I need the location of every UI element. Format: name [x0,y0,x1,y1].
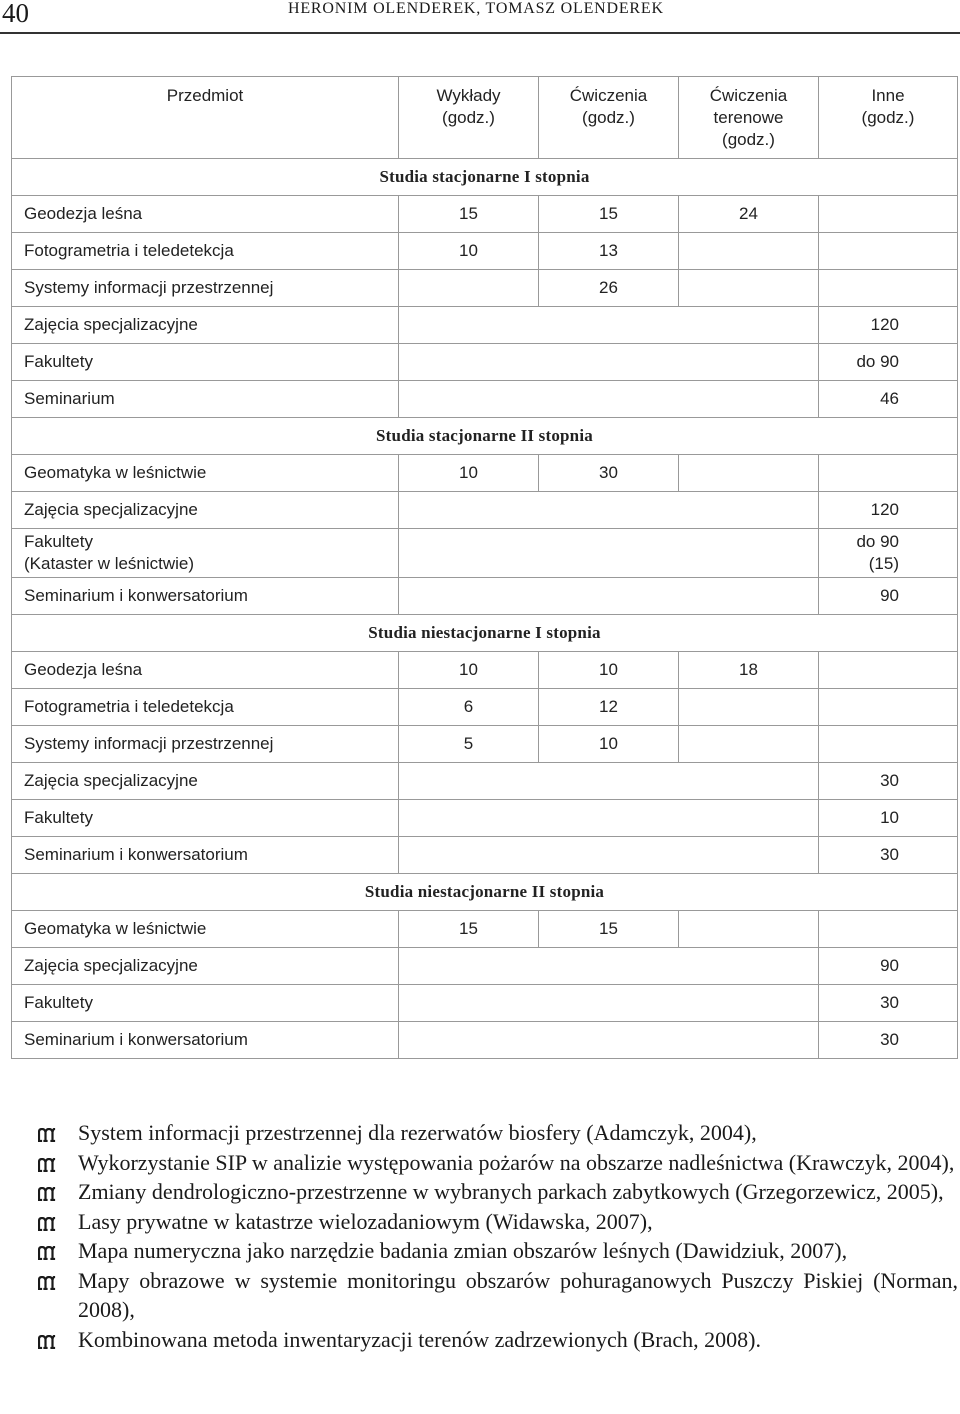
other-cell: 90 [819,948,958,985]
page-number: 40 [2,0,29,28]
other-cell: 10 [819,800,958,837]
section-header-row [12,615,958,652]
other-cell [819,689,958,726]
list-item-text: Mapa numeryczna jako narzędzie badania zmian obszarów leśnych (Dawidziuk, 2007), [78,1238,848,1263]
exercises-cell: 26 [539,270,679,307]
exercises-cell: 10 [539,726,679,763]
subject-cell: Seminarium i konwersatorium [12,837,399,874]
list-item [38,1236,958,1266]
table-row [12,800,958,837]
bullet-icon [38,1177,60,1206]
subject-cell: Fakultety [12,800,399,837]
list-item [38,1207,958,1237]
header-rule [0,32,960,34]
empty-cell [679,726,819,763]
list-item [38,1148,958,1178]
empty-cell [399,837,819,874]
list-item [38,1325,958,1355]
bullet-icon [38,1118,60,1147]
table-row [12,381,958,418]
bullet-icon [38,1207,60,1236]
subject-cell: Geomatyka w leśnictwie [12,455,399,492]
table-row [12,948,958,985]
table-row [12,911,958,948]
table-row [12,652,958,689]
topic-list [38,1118,958,1354]
subject-cell: Fotogrametria i teledetekcja [12,233,399,270]
other-cell: do 90 [819,344,958,381]
section-title: Studia niestacjonarne II stopnia [12,874,958,911]
table-row [12,196,958,233]
table-row [12,689,958,726]
col-header-field-exercises: Ćwiczenia terenowe (godz.) [679,77,819,159]
page-header [0,0,960,36]
table-header-row [12,77,958,159]
subject-cell: Zajęcia specjalizacyjne [12,763,399,800]
empty-cell [399,1022,819,1059]
section-title: Studia stacjonarne I stopnia [12,159,958,196]
other-cell: 30 [819,837,958,874]
lectures-cell: 10 [399,233,539,270]
table-row [12,726,958,763]
bullet-icon [38,1236,60,1265]
list-item-text: Zmiany dendrologiczno-przestrzenne w wybranych parkach zabytkowych (Grzegorzewicz, 2005), [78,1179,944,1204]
subject-cell: Fakultety [12,985,399,1022]
table-row [12,985,958,1022]
lectures-cell: 10 [399,652,539,689]
other-cell: 90 [819,578,958,615]
empty-cell [399,307,819,344]
empty-cell [399,800,819,837]
other-cell: 120 [819,492,958,529]
table-row [12,233,958,270]
subject-cell: Geomatyka w leśnictwie [12,911,399,948]
exercises-cell: 10 [539,652,679,689]
subject-cell: Geodezja leśna [12,652,399,689]
bullet-icon [38,1266,60,1295]
empty-cell [399,985,819,1022]
subject-cell: Fakultety (Kataster w leśnictwie) [12,529,399,578]
other-cell [819,455,958,492]
lectures-cell: 5 [399,726,539,763]
section-header-row [12,418,958,455]
other-cell [819,652,958,689]
table-row [12,529,958,578]
other-cell [819,911,958,948]
other-cell: 30 [819,985,958,1022]
other-cell [819,196,958,233]
empty-cell [399,381,819,418]
other-cell: 30 [819,1022,958,1059]
field-exercises-cell: 18 [679,652,819,689]
other-cell [819,726,958,763]
bullet-icon [38,1325,60,1354]
col-header-other: Inne (godz.) [819,77,958,159]
list-item-text: Kombinowana metoda inwentaryzacji terenów zadrzewionych (Brach, 2008). [78,1326,761,1352]
section-title: Studia niestacjonarne I stopnia [12,615,958,652]
subject-cell: Geodezja leśna [12,196,399,233]
other-cell: 46 [819,381,958,418]
col-header-exercises: Ćwiczenia (godz.) [539,77,679,159]
lectures-cell: 15 [399,911,539,948]
list-item-text: Wykorzystanie SIP w analizie występowania pożarów na obszarze nadleśnictwa (Krawczyk, 2004), [78,1149,955,1175]
list-item-text: Lasy prywatne w katastrze wielozadaniowym (Widawska, 2007), [78,1208,653,1234]
subject-cell: Systemy informacji przestrzennej [12,726,399,763]
list-item [38,1118,958,1148]
table-row [12,270,958,307]
table-body [12,159,958,1059]
section-header-row [12,874,958,911]
empty-cell [399,270,539,307]
subject-cell: Zajęcia specjalizacyjne [12,948,399,985]
subject-cell: Seminarium [12,381,399,418]
curriculum-table [11,76,958,1059]
subject-cell: Seminarium i konwersatorium [12,1022,399,1059]
empty-cell [399,529,819,578]
table-row [12,578,958,615]
list-item-text: Mapy obrazowe w systemie monitoringu obszarów pohuraganowych Puszczy Piskiej (Norman, 2008), [78,1267,958,1322]
empty-cell [399,492,819,529]
lectures-cell: 10 [399,455,539,492]
exercises-cell: 12 [539,689,679,726]
running-head: HERONIM OLENDEREK, TOMASZ OLENDEREK [288,0,664,17]
exercises-cell: 30 [539,455,679,492]
subject-cell: Zajęcia specjalizacyjne [12,307,399,344]
other-cell: 30 [819,763,958,800]
subject-cell: Systemy informacji przestrzennej [12,270,399,307]
subject-cell: Fakultety [12,344,399,381]
list-item-text: System informacji przestrzennej dla rezerwatów biosfery (Adamczyk, 2004), [78,1120,757,1145]
table-row [12,455,958,492]
section-title: Studia stacjonarne II stopnia [12,418,958,455]
table-row [12,837,958,874]
empty-cell [679,455,819,492]
curriculum-table-container [11,76,957,1059]
bullet-icon [38,1148,60,1177]
empty-cell [679,270,819,307]
empty-cell [399,763,819,800]
lectures-cell: 6 [399,689,539,726]
list-item [38,1266,958,1325]
table-row [12,763,958,800]
empty-cell [399,578,819,615]
exercises-cell: 13 [539,233,679,270]
exercises-cell: 15 [539,911,679,948]
other-cell [819,233,958,270]
exercises-cell: 15 [539,196,679,233]
subject-cell: Seminarium i konwersatorium [12,578,399,615]
col-header-lectures: Wykłady (godz.) [399,77,539,159]
table-row [12,1022,958,1059]
empty-cell [679,911,819,948]
other-cell: do 90 (15) [819,529,958,578]
table-row [12,307,958,344]
lectures-cell: 15 [399,196,539,233]
table-row [12,344,958,381]
field-exercises-cell: 24 [679,196,819,233]
subject-cell: Fotogrametria i teledetekcja [12,689,399,726]
col-header-subject: Przedmiot [12,77,399,159]
other-cell: 120 [819,307,958,344]
empty-cell [679,233,819,270]
empty-cell [679,689,819,726]
list-item [38,1177,958,1207]
empty-cell [399,948,819,985]
subject-cell: Zajęcia specjalizacyjne [12,492,399,529]
section-header-row [12,159,958,196]
other-cell [819,270,958,307]
empty-cell [399,344,819,381]
table-row [12,492,958,529]
